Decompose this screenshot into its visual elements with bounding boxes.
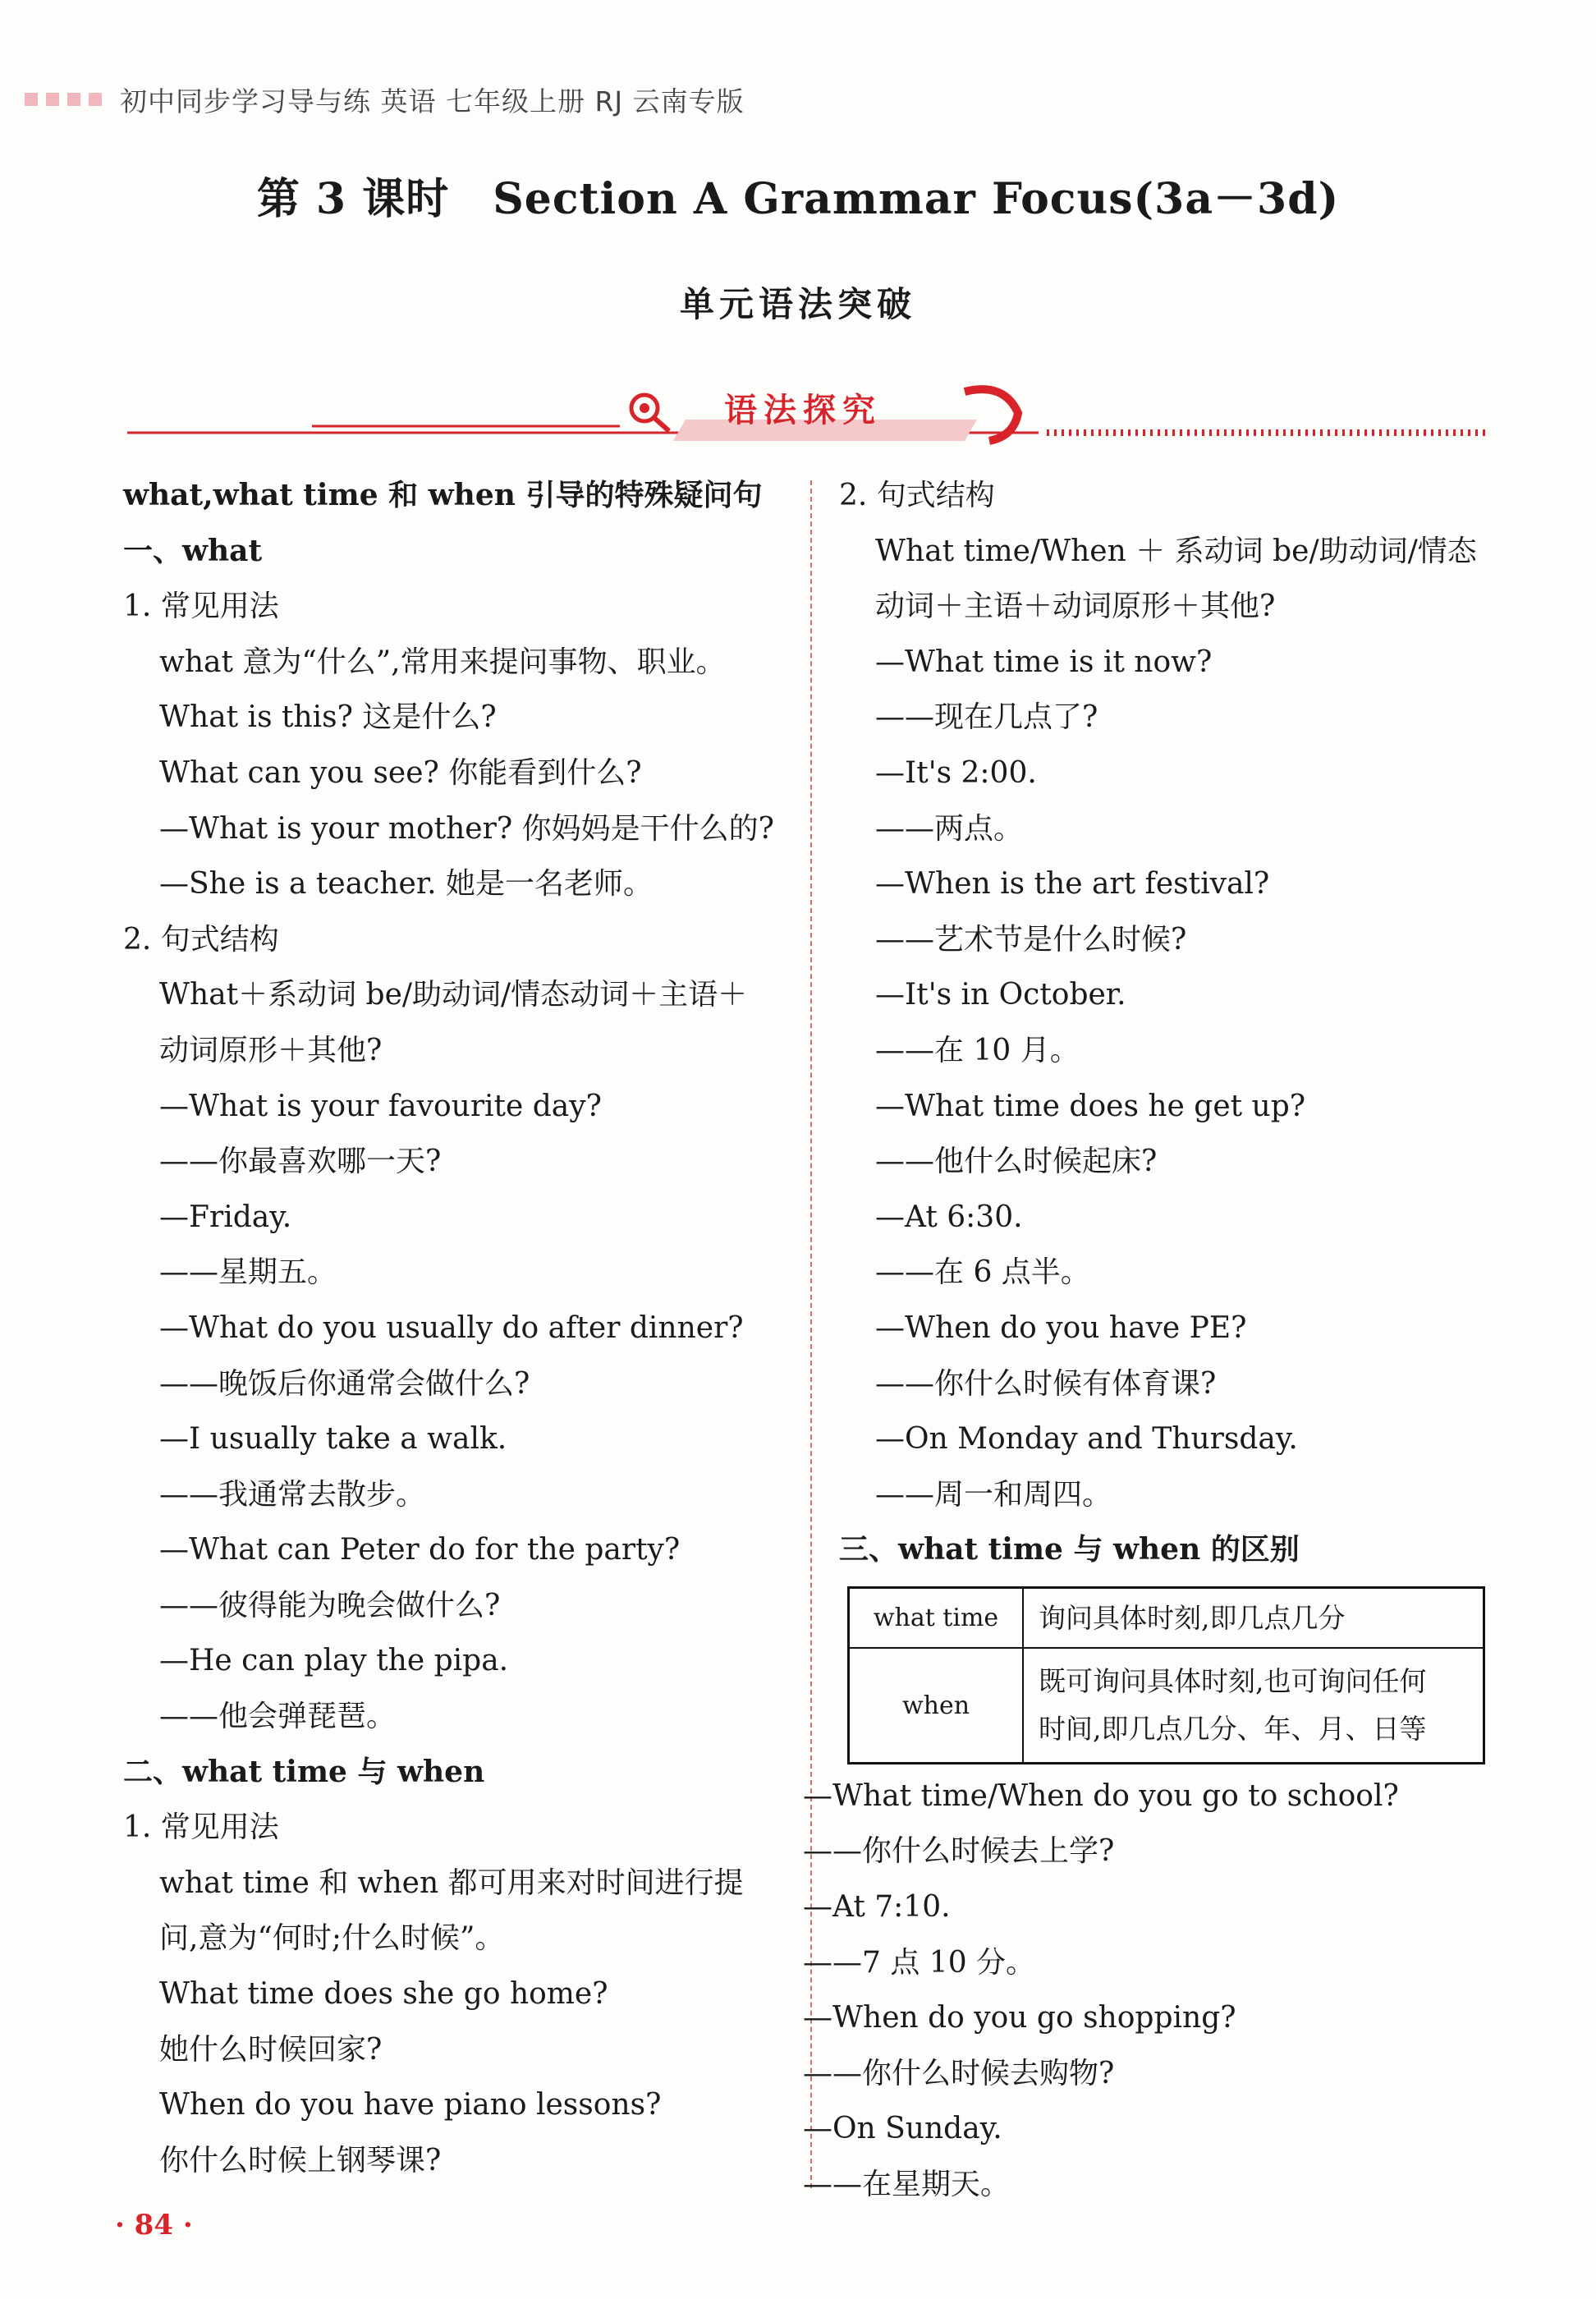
text-line: ——在 6 点半。 — [875, 1255, 1090, 1290]
text-line: ——在 10 月。 — [875, 1033, 1080, 1067]
text-line: ——星期五。 — [159, 1255, 337, 1290]
text-line: What time does she go home? — [159, 1977, 608, 2012]
text-line: 2. 句式结构 — [839, 479, 995, 512]
text-line: what time 和 when 都可用来对时间进行提 — [159, 1865, 744, 1900]
text-line: ——他会弹琵琶。 — [159, 1700, 397, 1734]
text-line: ——晚饭后你通常会做什么? — [159, 1366, 530, 1401]
text-line: ——他什么时候起床? — [875, 1145, 1158, 1179]
text-line: —When do you have PE? — [875, 1310, 1247, 1345]
right-column-bottom — [803, 1769, 1512, 2213]
text-line: ——你什么时候去购物? — [803, 2056, 1115, 2090]
section-heading: 一、what — [123, 533, 263, 568]
text-line: 她什么时候回家? — [159, 2032, 383, 2067]
table-cell-key: what time — [849, 1587, 1024, 1648]
text-line: —What time does he get up? — [875, 1089, 1306, 1123]
text-line: —What is your favourite day? — [159, 1089, 602, 1123]
text-line: ——你什么时候去上学? — [803, 1834, 1115, 1869]
section-heading: 三、what time 与 when 的区别 — [839, 1532, 1300, 1567]
text-line: ——周一和周四。 — [875, 1477, 1112, 1512]
table-cell-value: 询问具体时刻,即几点几分 — [1023, 1587, 1484, 1648]
text-line: What can you see? 你能看到什么? — [159, 755, 642, 790]
text-line: What is this? 这是什么? — [159, 700, 497, 735]
comparison-table — [847, 1586, 1485, 1764]
left-column — [123, 468, 780, 2188]
text-line: What＋系动词 be/助动词/情态动词＋主语＋ — [159, 978, 748, 1012]
text-line: what 意为“什么”,常用来提问事物、职业。 — [159, 645, 726, 679]
text-line: —What time is it now? — [875, 645, 1213, 679]
page-subtitle: 单元语法突破 — [679, 284, 916, 324]
text-line: —At 6:30. — [875, 1200, 1023, 1234]
text-line: —What time/When do you go to school? — [803, 1778, 1399, 1813]
text-line: ——两点。 — [875, 811, 1024, 846]
text-line: ——在星期天。 — [803, 2168, 1011, 2202]
text-line: 1. 常见用法 — [123, 590, 279, 624]
text-line: —Friday. — [159, 1200, 292, 1234]
text-line: —On Sunday. — [803, 2112, 1002, 2146]
section-banner-title: 语法探究 — [724, 392, 882, 429]
text-line: —She is a teacher. 她是一名老师。 — [159, 867, 653, 902]
text-line: —I usually take a walk. — [159, 1422, 507, 1457]
section-heading: 二、what time 与 when — [123, 1754, 485, 1789]
running-header — [25, 79, 745, 120]
text-line: ——艺术节是什么时候? — [875, 922, 1187, 957]
text-line: ——我通常去散步。 — [159, 1477, 426, 1512]
text-line: —It's 2:00. — [875, 755, 1037, 790]
text-line: 问,意为“何时;什么时候”。 — [159, 1921, 505, 1956]
page-title: 第 3 课时 Section A Grammar Focus(3a－3d) — [256, 174, 1340, 224]
text-line: —What is your mother? 你妈妈是干什么的? — [159, 811, 774, 846]
right-column-top — [839, 468, 1512, 1578]
table-row — [849, 1587, 1484, 1648]
text-line: What time/When ＋ 系动词 be/助动词/情态 — [875, 534, 1477, 568]
text-line: —When is the art festival? — [875, 867, 1270, 902]
header-decoration — [25, 93, 102, 106]
text-line: 动词＋主语＋动词原形＋其他? — [875, 590, 1276, 624]
text-line: —At 7:10. — [803, 1890, 951, 1925]
right-column — [803, 468, 1512, 2213]
table-row — [849, 1648, 1484, 1763]
text-line: —When do you go shopping? — [803, 2001, 1236, 2035]
comparison-table-wrap — [839, 1578, 1512, 1769]
text-line: ——你最喜欢哪一天? — [159, 1145, 442, 1179]
text-line: —On Monday and Thursday. — [875, 1422, 1298, 1457]
text-line: —He can play the pipa. — [159, 1644, 509, 1678]
table-cell-line: 时间,即几点几分、年、月、日等 — [1039, 1713, 1427, 1746]
magnifier-icon — [631, 395, 669, 431]
text-line: ——7 点 10 分。 — [803, 1945, 1036, 1980]
section-heading: what,what time 和 when 引导的特殊疑问句 — [123, 478, 763, 512]
text-line: 2. 句式结构 — [123, 922, 279, 957]
text-line: —What can Peter do for the party? — [159, 1533, 681, 1567]
text-line: —What do you usually do after dinner? — [159, 1310, 744, 1345]
table-cell-key: when — [849, 1648, 1024, 1763]
header-text: 初中同步学习导与练 英语 七年级上册 RJ 云南专版 — [120, 85, 745, 117]
text-line: 1. 常见用法 — [123, 1810, 279, 1845]
text-line: When do you have piano lessons? — [159, 2088, 662, 2122]
text-line: ——你什么时候有体育课? — [875, 1366, 1217, 1401]
table-cell-line: 既可询问具体时刻,也可询问任何 — [1039, 1665, 1427, 1698]
text-line: ——彼得能为晚会做什么? — [159, 1588, 501, 1622]
text-line: 你什么时候上钢琴课? — [159, 2143, 442, 2177]
text-line: 动词原形＋其他? — [159, 1033, 383, 1067]
table-cell-value — [1023, 1648, 1484, 1763]
text-line: —It's in October. — [875, 978, 1126, 1012]
page-number: · 84 · — [115, 2209, 193, 2242]
text-line: ——现在几点了? — [875, 700, 1098, 735]
